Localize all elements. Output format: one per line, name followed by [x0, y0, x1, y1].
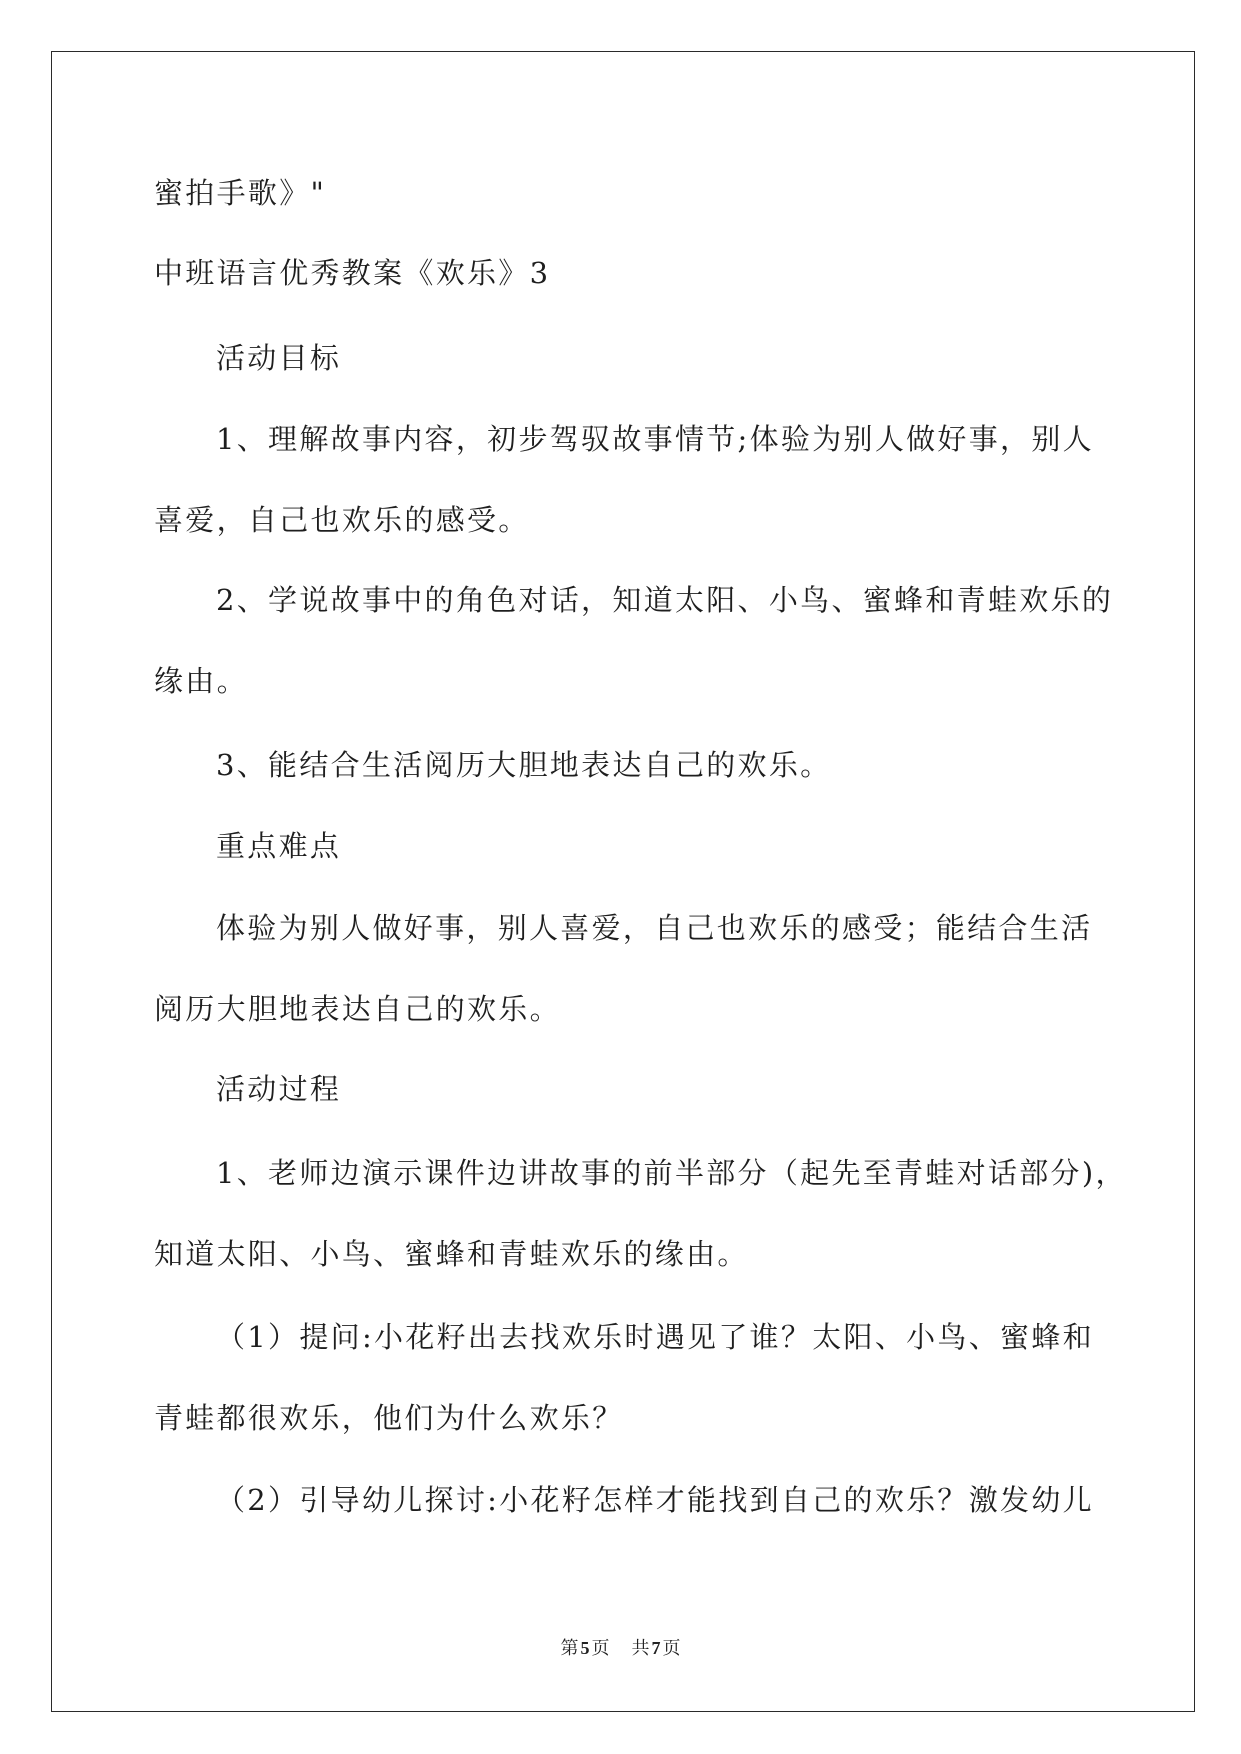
footer-page-suffix: 页 — [591, 1638, 610, 1659]
process-step-1-line-2: 知道太阳、小鸟、蜜蜂和青蛙欢乐的缘由。 — [154, 1237, 749, 1271]
lesson-title: 中班语言优秀教案《欢乐》3 — [154, 256, 551, 290]
goal-item-1-line-2: 喜爱，自己也欢乐的感受。 — [154, 503, 530, 537]
footer-total-suffix: 页 — [662, 1638, 681, 1659]
footer-total-pages: 7 — [651, 1638, 661, 1658]
process-heading: 活动过程 — [216, 1072, 342, 1106]
process-substep-2-line-1: （2）引导幼儿探讨:小花籽怎样才能找到自己的欢乐？激发幼儿 — [216, 1483, 1094, 1517]
key-points-heading: 重点难点 — [216, 829, 342, 863]
goal-item-3-line-1: 3、能结合生活阅历大胆地表达自己的欢乐。 — [216, 748, 832, 782]
page-footer — [0, 1636, 1241, 1661]
process-step-1-line-1: 1、老师边演示课件边讲故事的前半部分（起先至青蛙对话部分)， — [216, 1156, 1127, 1190]
process-substep-1-line-1: （1）提问:小花籽出去找欢乐时遇见了谁？太阳、小鸟、蜜蜂和 — [216, 1320, 1094, 1354]
key-points-line-1: 体验为别人做好事，别人喜爱，自己也欢乐的感受；能结合生活 — [216, 911, 1093, 945]
goal-item-1-line-1: 1、理解故事内容，初步驾驭故事情节;体验为别人做好事，别人 — [216, 422, 1094, 456]
process-substep-1-line-2: 青蛙都很欢乐，他们为什么欢乐？ — [154, 1401, 624, 1435]
goals-heading: 活动目标 — [216, 341, 342, 375]
key-points-line-2: 阅历大胆地表达自己的欢乐。 — [154, 992, 561, 1026]
footer-page-number: 5 — [580, 1638, 590, 1658]
page-border — [51, 51, 1195, 1712]
footer-total-prefix: 共 — [631, 1638, 650, 1659]
goal-item-2-line-1: 2、学说故事中的角色对话，知道太阳、小鸟、蜜蜂和青蛙欢乐的 — [216, 583, 1114, 617]
goal-item-2-line-2: 缘由。 — [154, 664, 248, 698]
footer-page-prefix: 第 — [560, 1638, 579, 1659]
continuation-text: 蜜拍手歌》" — [154, 176, 327, 210]
